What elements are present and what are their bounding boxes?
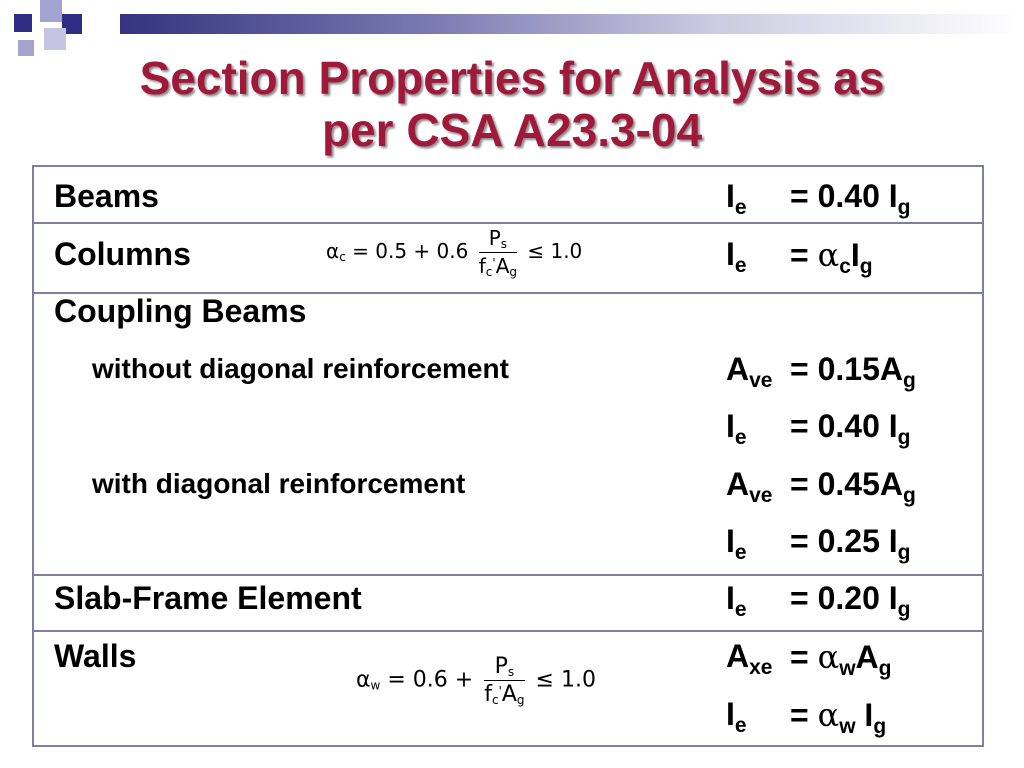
columns-rhs: = $\alpha_cI_g$ bbox=[790, 236, 873, 278]
walls-lhs-1: $A_{xe}$ bbox=[726, 638, 773, 679]
slab-frame-label: Slab-Frame Element bbox=[54, 580, 362, 616]
walls-fraction: $\frac{P_s}{f_c'A_g}$ bbox=[484, 654, 525, 707]
walls-formula: $\alpha_w = 0.6$ + $\frac{P_s}{f_c'A_g}$ ≤ 1.0 bbox=[356, 654, 596, 707]
with-lhs-1: $A_{ve}$ bbox=[726, 466, 773, 507]
without-lhs-2: $I_e$ bbox=[726, 408, 747, 449]
walls-label: Walls bbox=[54, 638, 137, 674]
walls-lhs-2: $I_e$ bbox=[726, 696, 747, 737]
beams-rhs: = 0.40 $I_g$ bbox=[790, 178, 911, 219]
without-diagonal-label: without diagonal reinforcement bbox=[92, 353, 509, 384]
slab-rhs: = 0.20 $I_g$ bbox=[790, 580, 911, 621]
decor-square-light-3 bbox=[44, 28, 66, 50]
row-divider-3 bbox=[32, 574, 984, 576]
columns-lhs: $I_e$ bbox=[726, 236, 747, 277]
columns-formula: $\alpha_c = 0.5 + 0.6$ $\frac{P_s}{f_c'A_g}$ ≤ 1.0 bbox=[326, 226, 583, 279]
row-divider-1 bbox=[32, 222, 984, 224]
row-divider-4 bbox=[32, 630, 984, 632]
with-rhs-1: = $0.45A_g$ bbox=[790, 466, 916, 507]
with-rhs-2: = 0.25 $I_g$ bbox=[790, 523, 911, 564]
beams-label: Beams bbox=[54, 178, 159, 214]
title-line-1: Section Properties for Analysis as bbox=[139, 52, 885, 104]
without-rhs-1: = $0.15A_g$ bbox=[790, 351, 916, 392]
slide-title bbox=[0, 52, 1024, 156]
title-line-2: per CSA A23.3-04 bbox=[321, 104, 703, 156]
decor-square-dark-1 bbox=[14, 14, 32, 32]
columns-label: Columns bbox=[54, 236, 191, 272]
beams-lhs: $I_e$ bbox=[726, 178, 747, 219]
coupling-beams-label: Coupling Beams bbox=[54, 293, 307, 329]
columns-fraction: $\frac{P_s}{f_c'A_g}$ bbox=[478, 226, 517, 279]
without-rhs-2: = 0.40 $I_g$ bbox=[790, 408, 911, 449]
without-lhs-1: $A_{ve}$ bbox=[726, 351, 773, 392]
decor-square-light-1 bbox=[40, 0, 62, 22]
slab-lhs: $I_e$ bbox=[726, 580, 747, 621]
walls-rhs-1: = $\alpha_wA_g$ bbox=[790, 638, 892, 680]
walls-rhs-2: = $\alpha_w$ $I_g$ bbox=[790, 696, 887, 738]
decor-gradient-bar bbox=[120, 14, 1020, 34]
with-lhs-2: $I_e$ bbox=[726, 523, 747, 564]
with-diagonal-label: with diagonal reinforcement bbox=[92, 468, 466, 499]
